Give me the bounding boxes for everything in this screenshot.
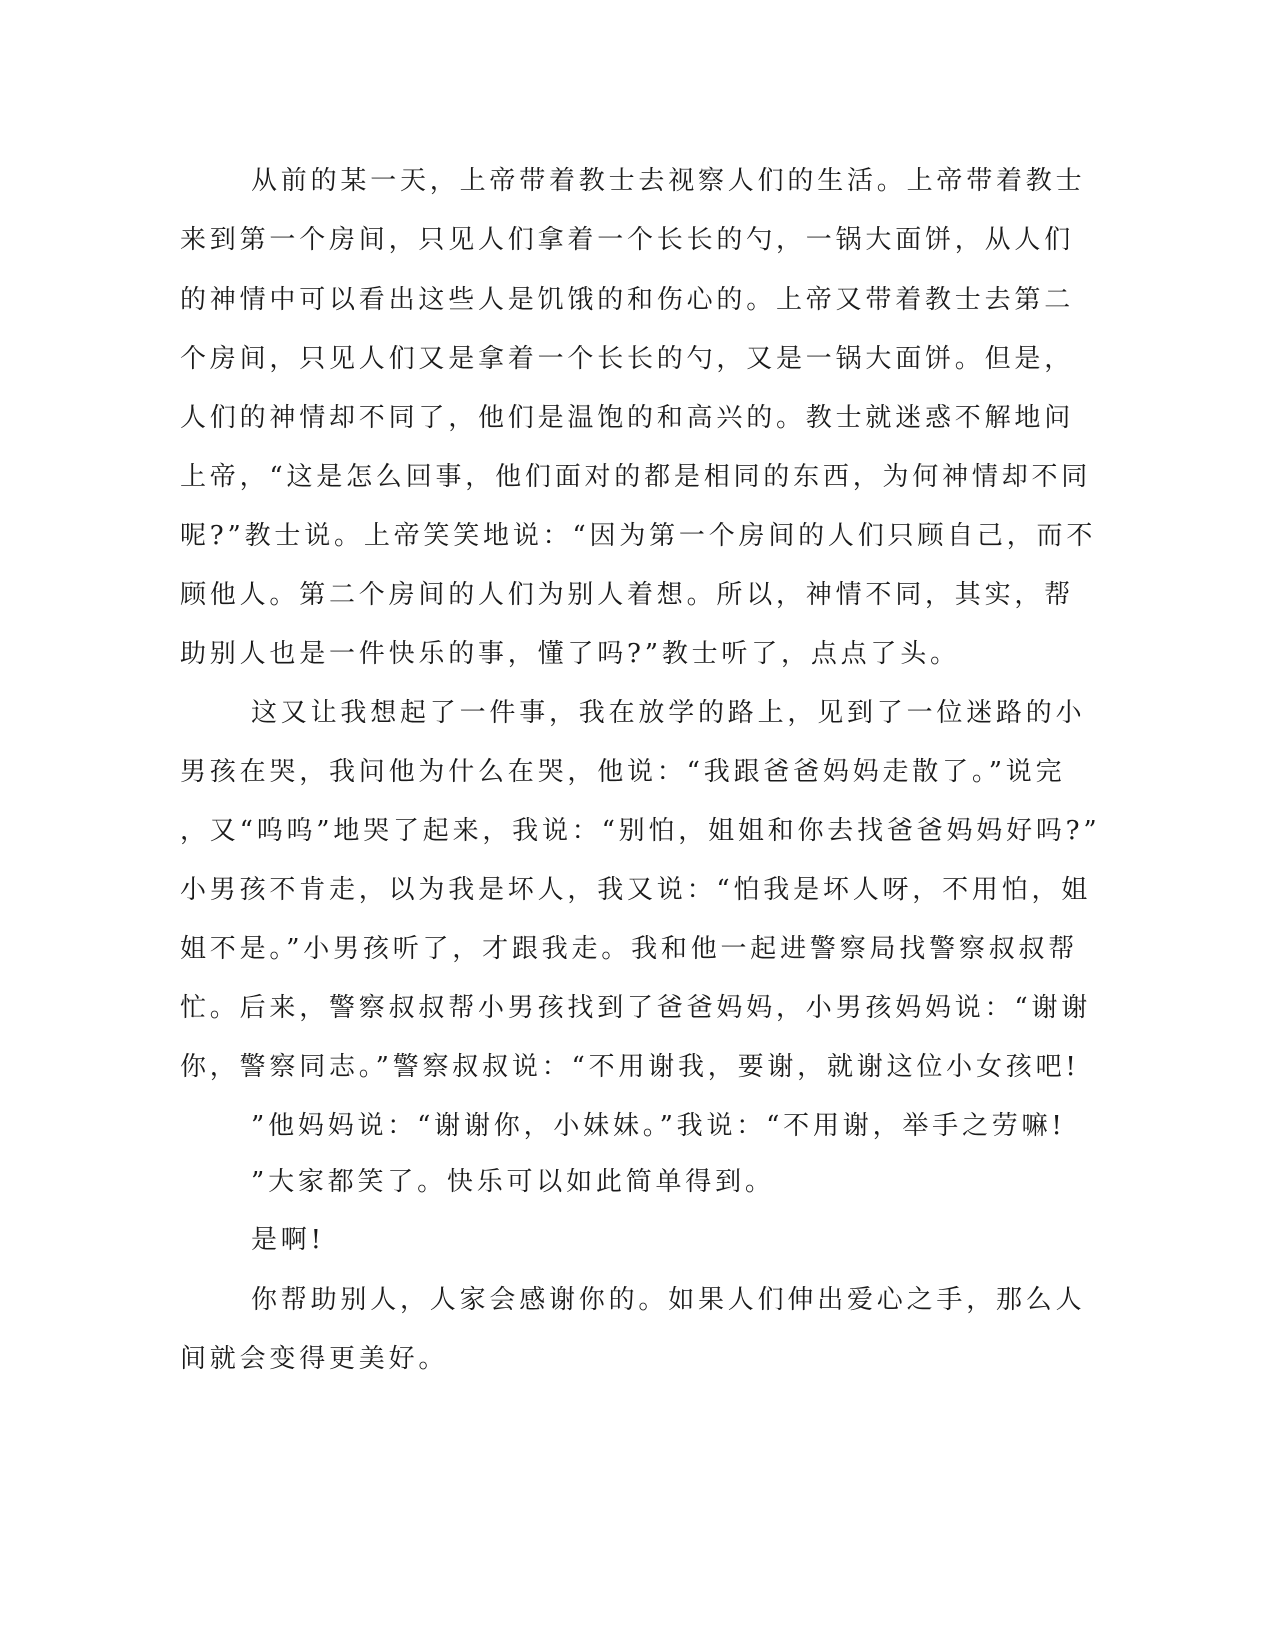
text-line-20: 你帮助别人，人家会感谢你的。如果人们伸出爱心之手，那么人 [251, 1285, 1086, 1315]
text-line-7: 呢?”教士说。上帝笑笑地说：“因为第一个房间的人们只顾自己，而不 [180, 521, 1097, 551]
text-line-17: ”他妈妈说：“谢谢你，小妹妹。”我说：“不用谢，举手之劳嘛! [251, 1111, 1066, 1141]
text-line-13: 小男孩不肯走，以为我是坏人，我又说：“怕我是坏人呀，不用怕，姐 [180, 875, 1092, 905]
text-line-3: 的神情中可以看出这些人是饥饿的和伤心的。上帝又带着教士去第二 [180, 285, 1075, 315]
text-line-12: ，又“呜呜”地哭了起来，我说：“别怕，姐姐和你去找爸爸妈妈好吗?” [180, 816, 1101, 846]
text-line-9: 助别人也是一件快乐的事，懂了吗?”教士听了，点点了头。 [180, 639, 960, 669]
text-line-15: 忙。后来，警察叔叔帮小男孩找到了爸爸妈妈，小男孩妈妈说：“谢谢 [180, 993, 1092, 1023]
text-line-14: 姐不是。”小男孩听了，才跟我走。我和他一起进警察局找警察叔叔帮 [180, 934, 1079, 964]
text-line-11: 男孩在哭，我问他为什么在哭，他说：“我跟爸爸妈妈走散了。”说完 [180, 757, 1066, 787]
text-line-4: 个房间，只见人们又是拿着一个长长的勺，又是一锅大面饼。但是， [180, 344, 1075, 374]
text-line-21: 间就会变得更美好。 [180, 1344, 449, 1374]
text-line-8: 顾他人。第二个房间的人们为别人着想。所以，神情不同，其实，帮 [180, 580, 1075, 610]
text-line-1: 从前的某一天，上帝带着教士去视察人们的生活。上帝带着教士 [251, 166, 1086, 196]
text-line-19: 是啊! [251, 1225, 325, 1255]
text-line-2: 来到第一个房间，只见人们拿着一个长长的勺，一锅大面饼，从人们 [180, 225, 1075, 255]
text-line-18: ”大家都笑了。快乐可以如此简单得到。 [251, 1167, 775, 1197]
text-line-6: 上帝，“这是怎么回事，他们面对的都是相同的东西，为何神情却不同 [180, 462, 1092, 492]
text-line-10: 这又让我想起了一件事，我在放学的路上，见到了一位迷路的小 [251, 698, 1086, 728]
text-line-16: 你，警察同志。”警察叔叔说：“不用谢我，要谢，就谢这位小女孩吧! [180, 1052, 1080, 1082]
text-line-5: 人们的神情却不同了，他们是温饱的和高兴的。教士就迷惑不解地问 [180, 403, 1075, 433]
